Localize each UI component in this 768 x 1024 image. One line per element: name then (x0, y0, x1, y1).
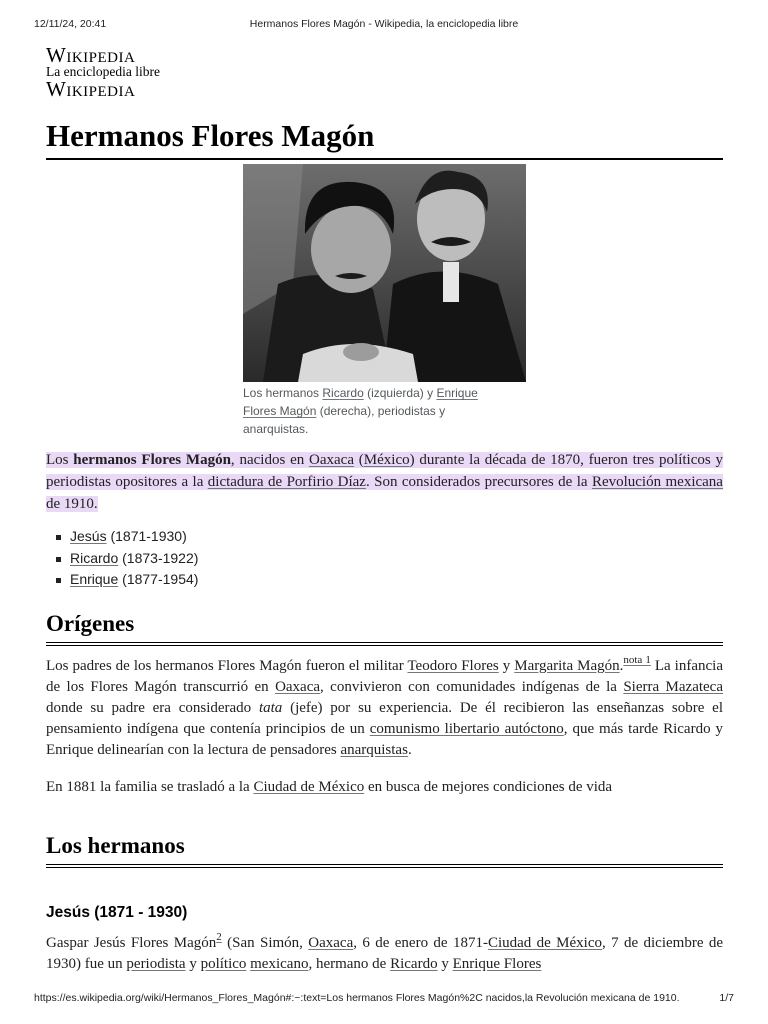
brothers-photo[interactable] (243, 164, 526, 382)
list-item (54, 569, 198, 591)
lead-paragraph (46, 449, 723, 515)
link-mexico[interactable]: México (363, 452, 410, 468)
list-item-years: (1877-1954) (118, 571, 199, 587)
list-item-years: (1871-1930) (106, 528, 187, 544)
link-comunismo-libertario[interactable]: comunismo libertario autóctono (369, 721, 564, 737)
origenes-paragraph-1 (46, 656, 723, 761)
footnote-link-2[interactable]: 2 (216, 931, 222, 943)
subsection-heading-jesus: Jesús (1871 - 1930) (46, 904, 188, 921)
print-page-number: 1/7 (719, 992, 734, 1004)
photo-illustration (243, 164, 526, 382)
link-ricardo[interactable]: Ricardo (390, 956, 438, 972)
link-enrique[interactable]: Enrique (70, 571, 119, 587)
link-enrique-flores[interactable]: Enrique Flores (452, 956, 542, 972)
lead-text: . Son considerados precursores de la (365, 474, 592, 490)
link-mexicano[interactable]: mexicano (250, 956, 309, 972)
origenes-paragraph-2 (46, 777, 723, 798)
link-margarita-magon[interactable]: Margarita Magón (514, 658, 620, 674)
logo-wordmark-mirror: Wikipedia (46, 77, 136, 101)
wikipedia-logo[interactable] (46, 44, 206, 100)
body-text: , hermano de (308, 956, 391, 972)
lead-text: ) durante la década de 1870, fueron tres políticos y periodistas opositores a la (46, 452, 724, 490)
link-dictadura[interactable]: dictadura de Porfirio Díaz (207, 474, 366, 490)
footnote-link-nota-1[interactable]: nota 1 (623, 654, 651, 666)
body-text: (San Simón, (221, 935, 309, 951)
body-text: en busca de mejores condiciones de vida (364, 779, 613, 795)
body-text: Gaspar Jesús Flores Magón (46, 935, 217, 951)
section-heading-los-hermanos: Los hermanos (46, 831, 723, 868)
print-url: https://es.wikipedia.org/wiki/Hermanos_Flores_Magón#:~:text=Los hermanos Flores Magón%2C nacidos,la Revolución mexicana de 1910. (34, 992, 680, 1004)
link-revolucion-mexicana[interactable]: Revolución mexicana (591, 474, 723, 490)
italic-term-tata: tata (258, 700, 283, 716)
body-text: (jefe) por su experiencia. De él recibieron las enseñanzas sobre el pensamiento indígena que contenía principios de un (46, 700, 723, 737)
page-title: Hermanos Flores Magón (46, 116, 723, 160)
print-header (34, 18, 734, 32)
caption-link-ricardo[interactable]: Ricardo (322, 386, 364, 400)
highlighted-text-fragment (46, 452, 723, 512)
link-ricardo[interactable]: Ricardo (70, 549, 119, 566)
article-figure (243, 164, 527, 438)
link-ciudad-de-mexico[interactable]: Ciudad de México (253, 779, 365, 795)
list-item-years: (1873-1922) (118, 549, 199, 566)
logo-wordmark: Wikipedia (46, 43, 136, 67)
body-text: . (619, 658, 624, 674)
link-teodoro-flores[interactable]: Teodoro Flores (407, 658, 499, 674)
link-oaxaca[interactable]: Oaxaca (308, 935, 354, 951)
figure-caption (243, 384, 498, 438)
list-item (54, 526, 198, 548)
lead-text: ( (353, 452, 364, 468)
body-text: y (437, 956, 453, 972)
link-sierra-mazateca[interactable]: Sierra Mazateca (623, 679, 723, 695)
caption-link-enrique[interactable]: Enrique Flores Magón (243, 386, 478, 418)
link-jesus[interactable]: Jesús (70, 528, 107, 544)
link-ciudad-de-mexico[interactable]: Ciudad de México (487, 935, 602, 951)
lead-text: , nacidos en (230, 452, 310, 468)
lead-bold-term: hermanos Flores Magón (73, 452, 231, 468)
caption-text: (izquierda) y (363, 386, 437, 400)
body-text: , 7 de diciembre de 1930) fue un (46, 935, 723, 972)
body-text: Los padres de los hermanos Flores Magón fueron el militar (46, 658, 408, 674)
print-datetime: 12/11/24, 20:41 (34, 18, 107, 30)
body-text: En 1881 la familia se trasladó a la (46, 779, 254, 795)
body-text: . (407, 742, 412, 758)
link-oaxaca[interactable]: Oaxaca (275, 679, 321, 695)
body-text: , que más tarde Ricardo y Enrique delinearían con la lectura de pensadores (46, 721, 724, 758)
link-politico[interactable]: político (200, 956, 247, 972)
logo-tagline: La enciclopedia libre (46, 64, 160, 79)
caption-text: Los hermanos (243, 386, 323, 400)
jesus-paragraph (46, 933, 723, 975)
body-text: donde su padre era considerado (46, 700, 259, 716)
body-text: , convivieron con comunidades indígenas de la (320, 679, 624, 695)
lead-text: Los (46, 452, 74, 468)
brothers-list (54, 526, 198, 591)
body-text: , 6 de enero de 1871- (353, 935, 488, 951)
link-anarquistas[interactable]: anarquistas (340, 742, 408, 758)
link-periodista[interactable]: periodista (126, 956, 186, 972)
body-text: La infancia de los Flores Magón transcurrió en (46, 658, 723, 695)
caption-text: (derecha), periodistas y anarquistas. (243, 404, 446, 436)
print-footer (34, 992, 734, 1006)
list-item (54, 548, 198, 570)
print-document-title: Hermanos Flores Magón - Wikipedia, la enciclopedia libre (249, 18, 519, 30)
lead-text: de 1910. (46, 496, 98, 512)
section-heading-origenes: Orígenes (46, 609, 723, 646)
body-text: y (498, 658, 515, 674)
body-text: y (185, 956, 201, 972)
link-oaxaca[interactable]: Oaxaca (309, 452, 354, 468)
